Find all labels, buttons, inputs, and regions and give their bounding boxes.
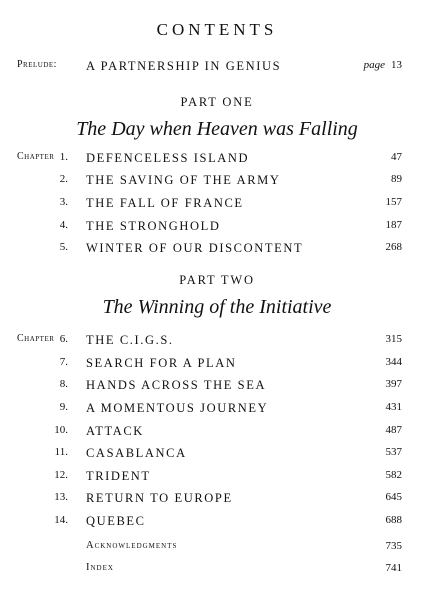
toc-entry	[0, 219, 434, 237]
chapter-number: 5.	[59, 241, 68, 253]
chapter-number: 4.	[59, 219, 68, 231]
chapter-number: 10.	[54, 424, 68, 436]
chapter-title: THE C.I.G.S.	[86, 333, 174, 347]
chapter-number: 2.	[59, 173, 68, 185]
chapter-page: 582	[385, 469, 402, 481]
chapter-title: DEFENCELESS ISLAND	[86, 151, 250, 165]
chapter-title: A MOMENTOUS JOURNEY	[86, 401, 269, 415]
chapter-page: 487	[385, 424, 402, 436]
back-matter-entry	[0, 540, 434, 558]
part-one-title: The Day when Heaven was Falling	[76, 118, 358, 140]
chapter-prefix: Chapter	[17, 151, 55, 162]
chapter-page: 397	[385, 378, 402, 390]
toc-entry	[0, 514, 434, 532]
chapter-title: THE FALL OF FRANCE	[86, 196, 244, 210]
prelude-entry	[0, 59, 434, 77]
chapter-title: RETURN TO EUROPE	[86, 491, 233, 505]
toc-entry	[0, 446, 434, 464]
page-label: page	[363, 59, 385, 71]
chapter-prefix: Chapter	[17, 333, 55, 344]
chapter-title: HANDS ACROSS THE SEA	[86, 378, 267, 392]
chapter-title: WINTER OF OUR DISCONTENT	[86, 241, 304, 255]
part-two-label: PART TWO	[179, 273, 255, 287]
chapter-page: 344	[385, 356, 402, 368]
prelude-title: A PARTNERSHIP IN GENIUS	[86, 59, 282, 73]
chapter-number: 8.	[59, 378, 68, 390]
chapter-page: 268	[385, 241, 402, 253]
chapter-title: THE STRONGHOLD	[86, 219, 221, 233]
toc-entry	[0, 378, 434, 396]
back-matter-page: 741	[385, 562, 402, 574]
toc-entry	[0, 356, 434, 374]
chapter-page: 645	[385, 491, 402, 503]
chapter-page: 431	[385, 401, 402, 413]
part-two-title: The Winning of the Initiative	[102, 296, 332, 318]
chapter-title: TRIDENT	[86, 469, 151, 483]
chapter-number: 9.	[59, 401, 68, 413]
back-matter-page: 735	[385, 540, 402, 552]
index-title: Index	[86, 562, 114, 573]
toc-entry	[0, 173, 434, 191]
page-title: CONTENTS	[156, 20, 278, 39]
toc-entry	[0, 469, 434, 487]
chapter-page: 157	[385, 196, 402, 208]
prelude-page	[364, 59, 402, 71]
prelude-prefix: Prelude:	[17, 59, 57, 70]
acknowledgments-title: Acknowledgments	[86, 540, 178, 551]
chapter-page: 187	[385, 219, 402, 231]
chapter-page: 688	[385, 514, 402, 526]
toc-entry	[0, 241, 434, 259]
chapter-number: 14.	[54, 514, 68, 526]
chapter-number: 1.	[59, 151, 68, 163]
chapter-title: CASABLANCA	[86, 446, 187, 460]
chapter-number: 3.	[59, 196, 68, 208]
toc-entry	[0, 151, 434, 169]
chapter-title: SEARCH FOR A PLAN	[86, 356, 237, 370]
toc-entry	[0, 401, 434, 419]
part-one-label: PART ONE	[180, 95, 254, 109]
chapter-page: 315	[385, 333, 402, 345]
chapter-number: 11.	[54, 446, 68, 458]
chapter-number: 13.	[54, 491, 68, 503]
toc-entry	[0, 196, 434, 214]
back-matter-entry	[0, 562, 434, 580]
chapter-page: 47	[391, 151, 402, 163]
toc-entry	[0, 333, 434, 351]
chapter-number: 12.	[54, 469, 68, 481]
toc-entry	[0, 491, 434, 509]
chapter-number: 6.	[59, 333, 68, 345]
prelude-page-number: 13	[391, 59, 402, 71]
chapter-page: 537	[385, 446, 402, 458]
toc-entry	[0, 424, 434, 442]
chapter-number: 7.	[59, 356, 68, 368]
chapter-title: ATTACK	[86, 424, 144, 438]
chapter-title: QUEBEC	[86, 514, 146, 528]
chapter-page: 89	[391, 173, 402, 185]
chapter-title: THE SAVING OF THE ARMY	[86, 173, 281, 187]
